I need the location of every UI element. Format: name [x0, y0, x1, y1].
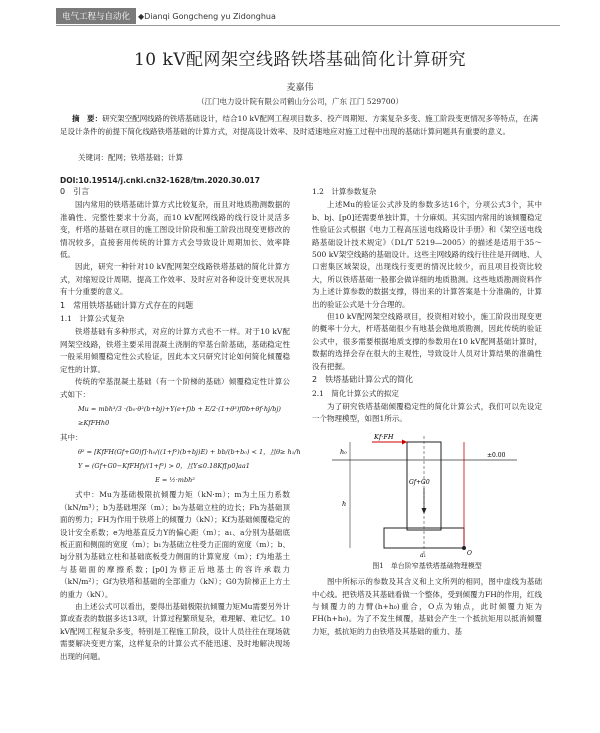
header-divider: [56, 25, 560, 26]
journal-name-cn: 电气工程与自动化: [56, 8, 136, 24]
abstract-text: 研究架空配网线路的铁塔基础设计，结合10 kV配网工程项目数多、投产周期短、方案复杂多变、施工阶段变更情况多等特点，在满足设计条件的前提下简化线路铁塔基础的计算方式，对提高设计效率、及时适速地应对施工过程中出现的基础计算问题具有重要的意义。: [60, 114, 538, 136]
force-label: Kf·FH: [374, 432, 394, 441]
section-heading: 2 铁塔基础计算公式的简化: [312, 375, 414, 385]
keywords-label: 关键词：: [78, 153, 108, 162]
force-arrowhead: [402, 439, 407, 444]
pivot-point: [462, 546, 466, 550]
gravity-label: Gf+G0: [409, 478, 430, 486]
h-label: h: [342, 499, 347, 508]
paper-title: 10 kV配网架空线路铁塔基础简化计算研究: [133, 50, 467, 70]
h0-label: h₀: [340, 447, 347, 456]
a1-label: a₁: [420, 551, 426, 558]
formula: Y = (Gf+G0−KfFHf)/(1+f²) > 0，且Y≤0.18Kf[p0]aa1: [78, 462, 250, 471]
pivot-label: O: [467, 549, 472, 557]
paragraph: 传统的窄基混凝土基础（有一个阶梯的基础）倾覆稳定性计算公式如下：: [60, 377, 290, 399]
figure-caption: 图1 单台阶窄基铁塔基础物理模型: [372, 561, 482, 570]
author: 麦嘉伟: [286, 83, 314, 93]
subsection-heading: 1.2 计算参数复杂: [312, 187, 377, 196]
subsection-heading: 2.1 简化计算公式的拟定: [312, 388, 399, 398]
level-label: ±0.00: [487, 451, 506, 459]
section-heading: 0 引言: [60, 187, 90, 196]
journal-header: [56, 8, 556, 24]
foundation-diagram: [312, 430, 542, 558]
subsection-heading: 1.1 计算公式复杂: [60, 314, 125, 324]
paragraph: 由上述公式可以看出，要得出基础极限抗倾覆力矩Mu需要另外计算或查表的数据多达13项，计算过程繁琐复杂，难理解、难记忆。10 kV配网工程复杂多变，特别是工程施工阶段，设计人员往往在现场就需要解决变更方案，这样复杂的计算公式不能迅速、及时地解决现场出现的问题。: [60, 601, 291, 661]
paragraph: 为了研究铁塔基础倾覆稳定性的简化计算公式，我们可以先设定一个物理模型，如图1所示。: [312, 401, 542, 424]
abstract-label: 摘 要：: [72, 114, 103, 123]
doi: DOI:10.19514/j.cnki.cn32-1628/tm.2020.30.017: [60, 176, 260, 185]
formula: E = ½·mbh²: [155, 476, 195, 485]
formula: θ² = [KfFH(Gf+G0)f]·h₀/((1+f²)(b+bj)E) + bb/(b+b₀) < 1，且θ≥ h₁/h: [78, 448, 301, 457]
keywords: [78, 152, 183, 163]
paragraph: 图中所标示的参数及其含义和上文所列的相同，图中虚线为基础中心线。把铁塔及其基础看做一个整体，受到倾覆力FH的作用，红线与倾覆力的力臂(h+h₀)重合，O点为轴点，此时倾覆力矩为FH(h+h₀)。为了不发生倾覆，基础会产生一个抵抗矩用以抵消倾覆力矩，抵抗矩的力由铁塔及其基础的重力、基: [312, 577, 542, 636]
formula-where-label: 其中：: [60, 432, 83, 442]
foundation-model-figure: [312, 430, 542, 558]
journal-name-en: ◆Dianqi Gongcheng yu Zidonghua: [138, 11, 276, 21]
formula: Mu = mbh³/3 ·(b₀·θ²(b+bj)+Y(e+f)b + E/2·(1+θ³)f0b+θf·hj/bj): [78, 404, 281, 413]
paragraph: 因此，研究一种针对10 kV配网架空线路铁塔基础的简化计算方式，对缩短设计周期、提高工作效率、及时应对各种设计变更状况具有十分重要的意义。: [60, 262, 290, 297]
section-heading: 1 常用铁塔基础计算方式存在的问题: [60, 300, 194, 310]
paragraph: 铁塔基础有多种形式，对应的计算方式也不一样。对于10 kV配网架空线路，铁塔主要采用混凝土浇制的窄基台阶基础，基础稳定性一般采用倾覆稳定性公式验证，因此本文只研究讨论如何简化倾覆稳定性的计算。: [60, 327, 290, 374]
abstract: [60, 113, 538, 138]
paragraph: 国内常用的铁塔基础计算方式比较复杂，而且对地质勘测数据的准确性、完整性要求十分高，而10 kV配网线路的线行设计灵活多变，杆塔的基础在项目的施工图设计阶段和施工阶段出现变更修改的情况较多，直接套用传统的计算方式会导致设计周期加长、效率降低。: [60, 200, 290, 260]
keywords-text: 配网；铁塔基础；计算: [108, 153, 183, 162]
paragraph: 但10 kV配网架空线路项目，投资相对较小，施工阶段出现变更的概率十分大，杆塔基础很少有地基会做地质勘测，因此传统的验证公式中，很多需要根据地质支撑的参数用在10 kV配网基础计算时，数据的选择会存在很大的主观性，导致设计人员对计算结果的准确性没有把握。: [312, 312, 542, 371]
paragraph: 上述Mu的验证公式涉及的参数多达16个，分项公式3个，其中b、bj、[p0]还需要单独计算，十分麻烦。其实国内常用的该倾覆稳定性验证公式根据《电力工程高压送电线路设计手册》和《架空送电线路基础设计技术规定》（DL/T 5219—2005）的描述是适用于35～500 kV架空线路的基础设计。这些主网线路的线行往往是开阔地、人口密集区域架设，出现线行变更的情况比较少，而且项目投资比较大，所以铁塔基础一般都会做详细的地质勘测。这些地质勘测资料作为上述计算参数的数据支撑，得出来的计算答案是十分准确的，计算出的验证公式是十分合理的。: [312, 200, 542, 309]
affiliation: （江门电力设计院有限公司鹤山分公司，广东 江门 529700）: [197, 97, 403, 106]
left-column: [60, 185, 301, 663]
paragraph: 式中：Mu为基础极限抗倾覆力矩（kN·m）；m为土压力系数（kN/m³）；b为基础埋深（m）；b₀为基础立柱的边长；Fh为基础顶面的剪力；FH为作用于铁塔上的倾覆力（kN）；Kf为基础倾覆稳定的设计安全系数；e为地基直反力Y的偏心距（m）；a₁、a分别为基础底板正面和侧面的宽度（m）；b₁为基础立柱受力正面的宽度（m）；b、bj分别为基础立柱和基础底板受力侧面的计算宽度（m）；f为地基土与基础面的摩擦系数；[p0]为修正后地基土的容许承载力（kN/m²）；Gf为铁塔和基础的全部重力（kN）；G0为阶梯正上方土的重力（kN）。: [60, 490, 290, 599]
gravity-arrowhead: [422, 508, 427, 514]
formula: ≥KfFHh0: [78, 418, 110, 427]
right-column: [312, 185, 542, 638]
